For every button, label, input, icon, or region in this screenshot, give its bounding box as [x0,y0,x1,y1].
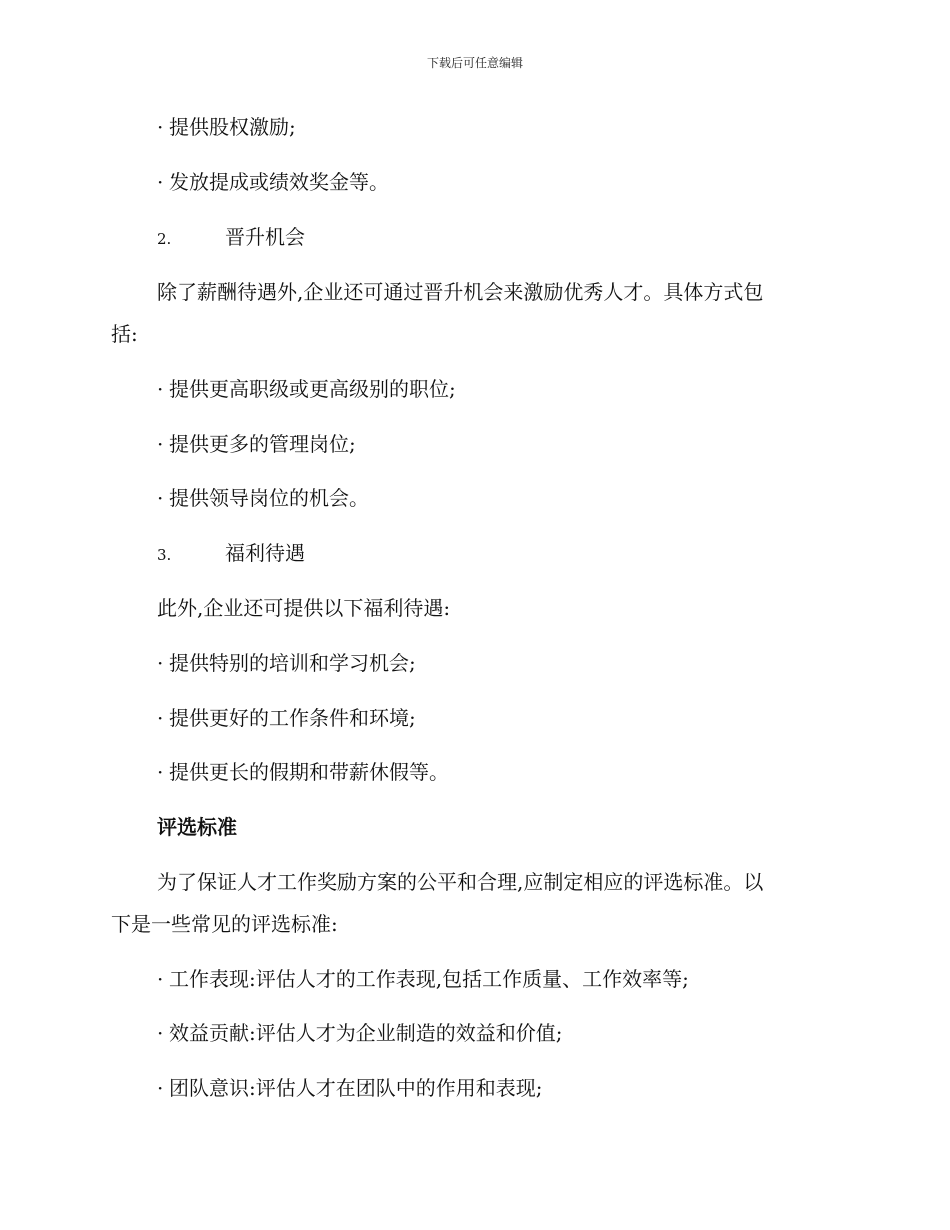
section-number: 3. [157,546,172,564]
list-item [157,704,416,732]
list-item-text: 团队意识:评估人才在团队中的作用和表现; [169,1076,543,1100]
list-item [157,965,689,993]
paragraph-line: 下是一些常见的评选标准: [111,912,338,936]
list-item-text: 提供特别的培训和学习机会; [169,651,416,675]
section-title: 晋升机会 [225,225,305,249]
list-item-text: 提供更多的管理岗位; [169,432,356,456]
list-item [157,375,456,403]
bullet-icon: · [157,1021,164,1045]
paragraph-line: 除了薪酬待遇外,企业还可通过晋升机会来激励优秀人才。具体方式包 [157,280,764,304]
list-item [157,484,369,512]
bullet-icon: · [157,432,164,456]
paragraph-line: 此外,企业还可提供以下福利待遇: [157,596,451,620]
bullet-icon: · [157,651,164,675]
bullet-icon: · [157,706,164,730]
bullet-icon: · [157,967,164,991]
page-header: 下载后可任意编辑 [426,56,523,70]
list-item-text: 工作表现:评估人才的工作表现,包括工作质量、工作效率等; [169,967,689,991]
list-item [157,1074,542,1102]
list-item-text: 提供领导岗位的机会。 [169,486,369,510]
list-item [157,758,449,786]
bullet-icon: · [157,486,164,510]
bullet-icon: · [157,115,164,139]
section-number: 2. [157,230,172,248]
bullet-icon: · [157,377,164,401]
bullet-icon: · [157,1076,164,1100]
list-item-text: 提供更高职级或更高级别的职位; [169,377,456,401]
list-item-text: 提供更长的假期和带薪休假等。 [169,760,449,784]
list-item [157,113,296,141]
section-heading-criteria: 评选标准 [157,815,237,839]
list-item [157,430,356,458]
section-heading-2 [157,223,305,253]
list-item-text: 发放提成或绩效奖金等。 [169,170,389,194]
bullet-icon: · [157,760,164,784]
list-item-text: 提供更好的工作条件和环境; [169,706,416,730]
section-heading-3 [157,539,305,569]
list-item-text: 提供股权激励; [169,115,296,139]
section-title: 福利待遇 [225,541,305,565]
bullet-icon: · [157,170,164,194]
list-item-text: 效益贡献:评估人才为企业制造的效益和价值; [169,1021,563,1045]
list-item [157,168,389,196]
paragraph-line: 为了保证人才工作奖励方案的公平和合理,应制定相应的评选标准。以 [157,870,764,894]
paragraph-line: 括: [111,322,138,346]
list-item [157,649,416,677]
list-item [157,1019,562,1047]
